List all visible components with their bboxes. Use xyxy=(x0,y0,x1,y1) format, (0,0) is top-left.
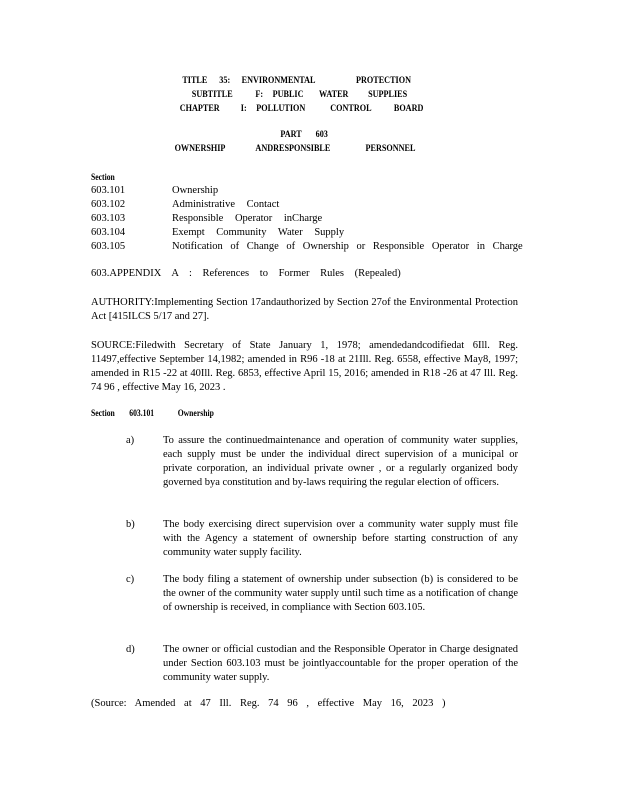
part-title-word: PERSONNEL xyxy=(365,144,416,154)
section-number: 603.101 xyxy=(91,185,126,196)
chapter-word: BOARD xyxy=(393,104,424,114)
section-list-item xyxy=(91,184,521,198)
part-number: 603 xyxy=(315,130,328,140)
part-title-word: ANDRESPONSIBLE xyxy=(255,144,331,154)
subsection-text: The body filing a statement of ownership under subsection (b) is considered to be the owner of the community water supply until such time as a notification of change of ownership is received, in compliance with Section 603.105. xyxy=(163,574,518,613)
section-heading-number: 603.101 xyxy=(129,408,155,418)
source-history: SOURCE:Filedwith Secretary of State January 1, 1978; amendedandcodifiedat 6Ill. Reg. 11497,effective September 14,1982; amended in R96 -18 at 21Ill. Reg. 6558, effective May8, 1997; amended in R15 -22 at 40Ill. Reg. 6853, effective April 15, 2016; amended in R18 -26 at 47 Ill. Reg. 74 96 , effective May 16, 2023 . xyxy=(91,340,518,393)
section-number: 603.103 xyxy=(91,213,126,224)
title-number: 35: xyxy=(219,76,231,86)
subtitle-word: SUBTITLE xyxy=(191,90,233,100)
section-heading-label: Section xyxy=(91,408,115,418)
chapter-word: POLLUTION xyxy=(256,104,306,114)
section-list-item xyxy=(91,226,521,240)
subsection-text: The owner or official custodian and the Responsible Operator in Charge designated under Section 603.103 must be jointlyaccountable for the proper operation of the community water supply. xyxy=(163,644,518,683)
section-list-item xyxy=(91,240,521,254)
authority-note: AUTHORITY:Implementing Section 17andauthorized by Section 27of the Environmental Protection Act [415ILCS 5/17 and 27]. xyxy=(91,297,518,322)
part-title-word: OWNERSHIP xyxy=(174,144,226,154)
subtitle-letter: F: xyxy=(255,90,264,100)
section-title: Exempt Community Water Supply xyxy=(172,227,345,238)
section-title: Ownership xyxy=(172,185,219,196)
title-word: TITLE xyxy=(182,76,208,86)
section-title: Notification of Change of Ownership or Responsible Operator in Charge xyxy=(172,241,523,252)
section-list-item xyxy=(91,212,521,226)
subsection-letter: a) xyxy=(126,435,135,446)
subsection-letter: d) xyxy=(126,644,135,655)
section-number: 603.102 xyxy=(91,199,126,210)
subsection-letter: c) xyxy=(126,574,135,585)
section-title: Administrative Contact xyxy=(172,199,280,210)
section-list xyxy=(91,184,521,254)
section-number: 603.105 xyxy=(91,241,126,252)
part-word: PART xyxy=(280,130,302,140)
subtitle-word: WATER xyxy=(319,90,349,100)
subtitle-word: PUBLIC xyxy=(272,90,304,100)
chapter-word: CONTROL xyxy=(330,104,372,114)
chapter-word: CHAPTER xyxy=(179,104,220,114)
chapter-number: I: xyxy=(240,104,247,114)
subsection-text: The body exercising direct supervision over a community water supply must file with the Agency a statement of ownership before starting construction of any community water supply facility. xyxy=(163,519,518,558)
title-word: ENVIRONMENTAL xyxy=(241,76,316,86)
source-note: (Source: Amended at 47 Ill. Reg. 74 96 , effective May 16, 2023 ) xyxy=(91,698,446,709)
subsection-letter: b) xyxy=(126,519,135,530)
subtitle-word: SUPPLIES xyxy=(368,90,408,100)
subsection-text: To assure the continuedmaintenance and operation of community water supplies, each supply must be under the individual direct supervision of a municipal or private corporation, an individual private owner , or a regularly organized body governed bya constitution and by-laws requiring the regular election of officers. xyxy=(163,435,518,488)
section-list-label: Section xyxy=(91,172,115,182)
title-word: PROTECTION xyxy=(356,76,411,86)
section-title: Responsible Operator inCharge xyxy=(172,213,323,224)
section-heading-title: Ownership xyxy=(177,408,214,418)
section-number: 603.104 xyxy=(91,227,126,238)
appendix-line: 603.APPENDIX A : References to Former Rules (Repealed) xyxy=(91,268,401,279)
section-list-item xyxy=(91,198,521,212)
